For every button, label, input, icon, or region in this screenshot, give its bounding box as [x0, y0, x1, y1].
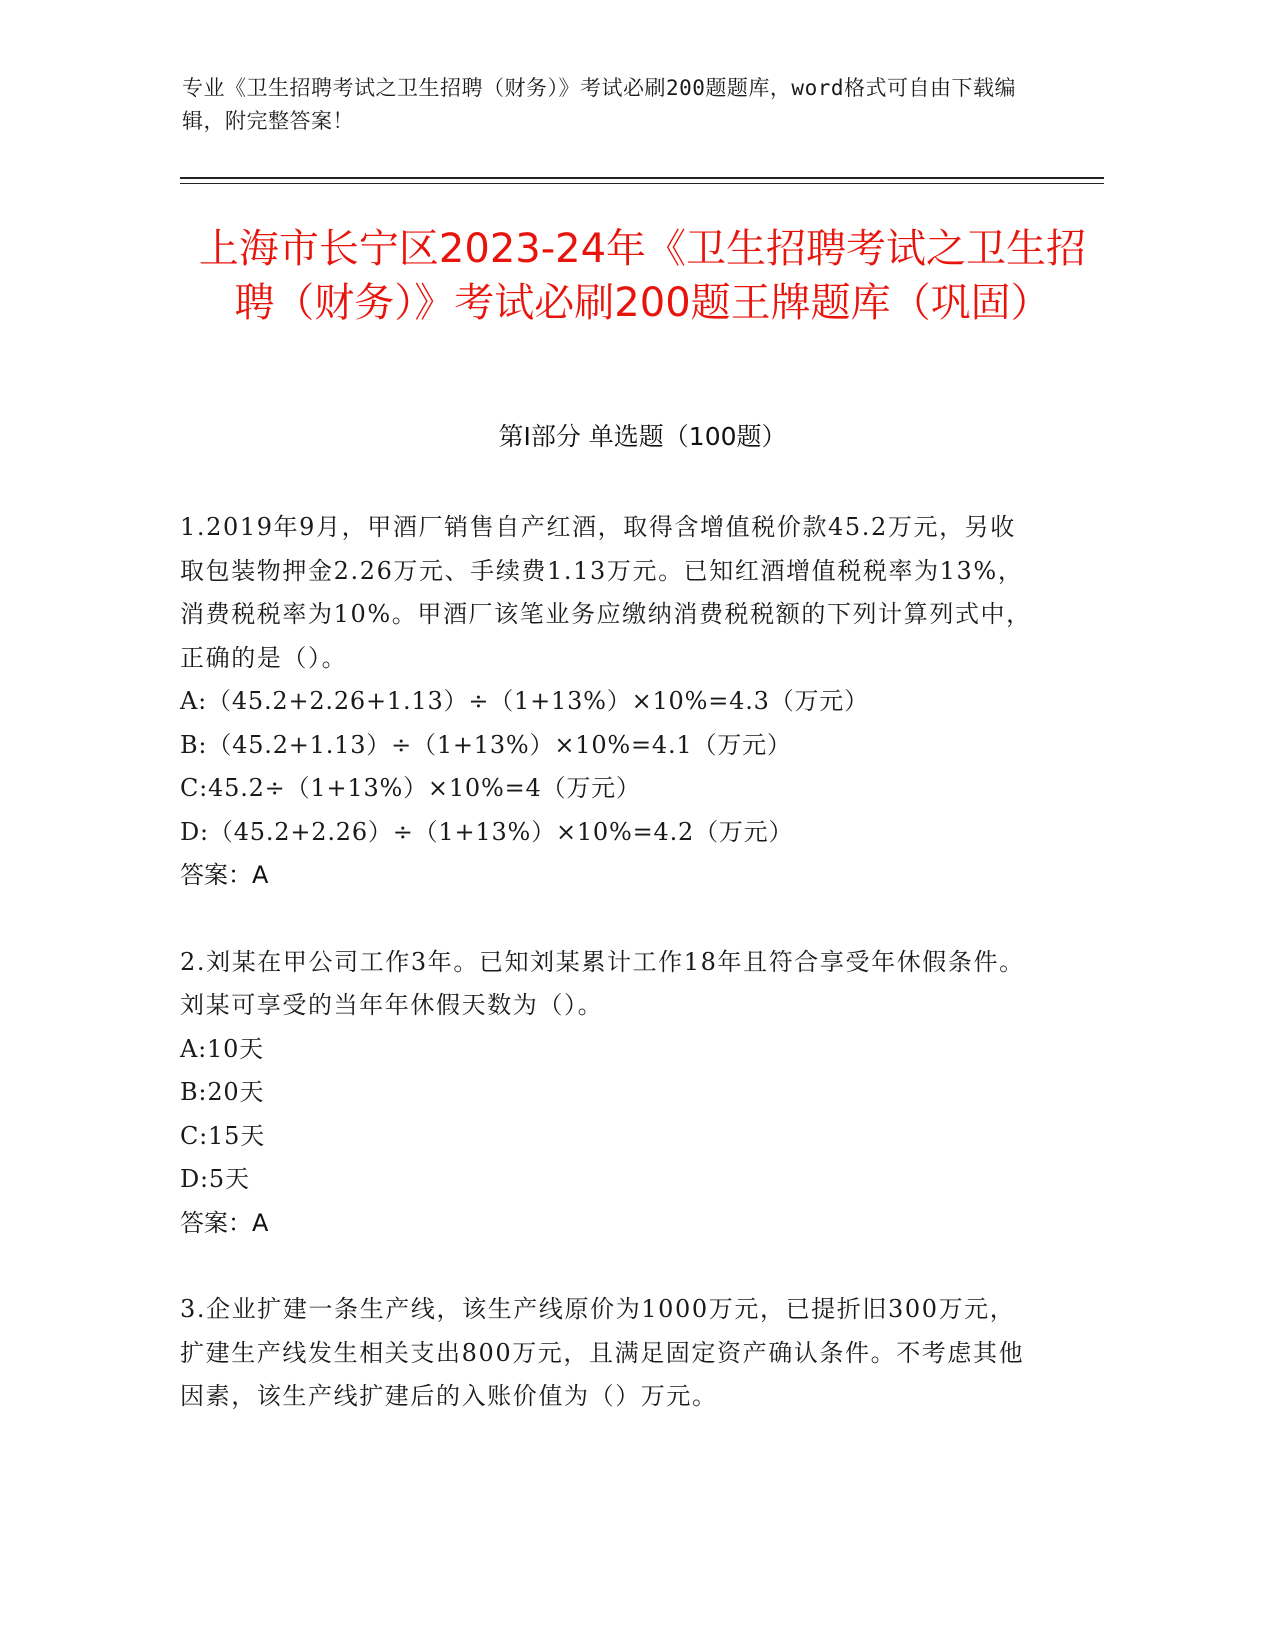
question-stem: 2.刘某在甲公司工作3年。已知刘某累计工作18年且符合享受年休假条件。刘某可享受的当年年休假天数为（）。: [180, 947, 1025, 1019]
question-1: [180, 506, 1040, 898]
question-list: [180, 506, 1040, 1462]
question-3: [180, 1288, 1040, 1419]
option-b: B:（45.2+1.13）÷（1+13%）×10%=4.1（万元）: [180, 730, 792, 759]
header-divider-thin: [180, 183, 1104, 184]
question-2: [180, 941, 1040, 1246]
option-d: D:（45.2+2.26）÷（1+13%）×10%=4.2（万元）: [180, 817, 794, 846]
answer-line: 答案：A: [180, 1208, 269, 1237]
option-c: C:45.2÷（1+13%）×10%=4（万元）: [180, 774, 641, 802]
answer-line: 答案：A: [180, 861, 269, 889]
option-c: C:15天: [180, 1121, 265, 1150]
question-stem: 1.2019年9月，甲酒厂销售自产红酒，取得含增值税价款45.2万元，另收取包装物押金2.26万元、手续费1.13万元。已知红酒增值税税率为13%，消费税税率为10%。甲酒厂该笔业务应缴纳消费税税额的下列计算列式中，正确的是（）。: [180, 513, 1032, 672]
document-title: 上海市长宁区2023-24年《卫生招聘考试之卫生招聘（财务）》考试必刷200题王牌题库（巩固）: [198, 226, 1087, 326]
option-d: D:5天: [180, 1165, 250, 1193]
option-b: B:20天: [180, 1078, 265, 1106]
header-divider-thick: [180, 177, 1104, 179]
section-heading: 第I部分 单选题（100题）: [498, 422, 787, 451]
question-stem: 3.企业扩建一条生产线，该生产线原价为1000万元，已提折旧300万元，扩建生产线发生相关支出800万元，且满足固定资产确认条件。不考虑其他因素，该生产线扩建后的入账价值为（）万元。: [180, 1295, 1025, 1410]
option-a: A:10天: [180, 1034, 264, 1063]
header-note: 专业《卫生招聘考试之卫生招聘（财务）》考试必刷200题题库，word格式可自由下载编辑，附完整答案！: [182, 76, 1016, 133]
option-a: A:（45.2+2.26+1.13）÷（1+13%）×10%=4.3（万元）: [180, 687, 869, 715]
